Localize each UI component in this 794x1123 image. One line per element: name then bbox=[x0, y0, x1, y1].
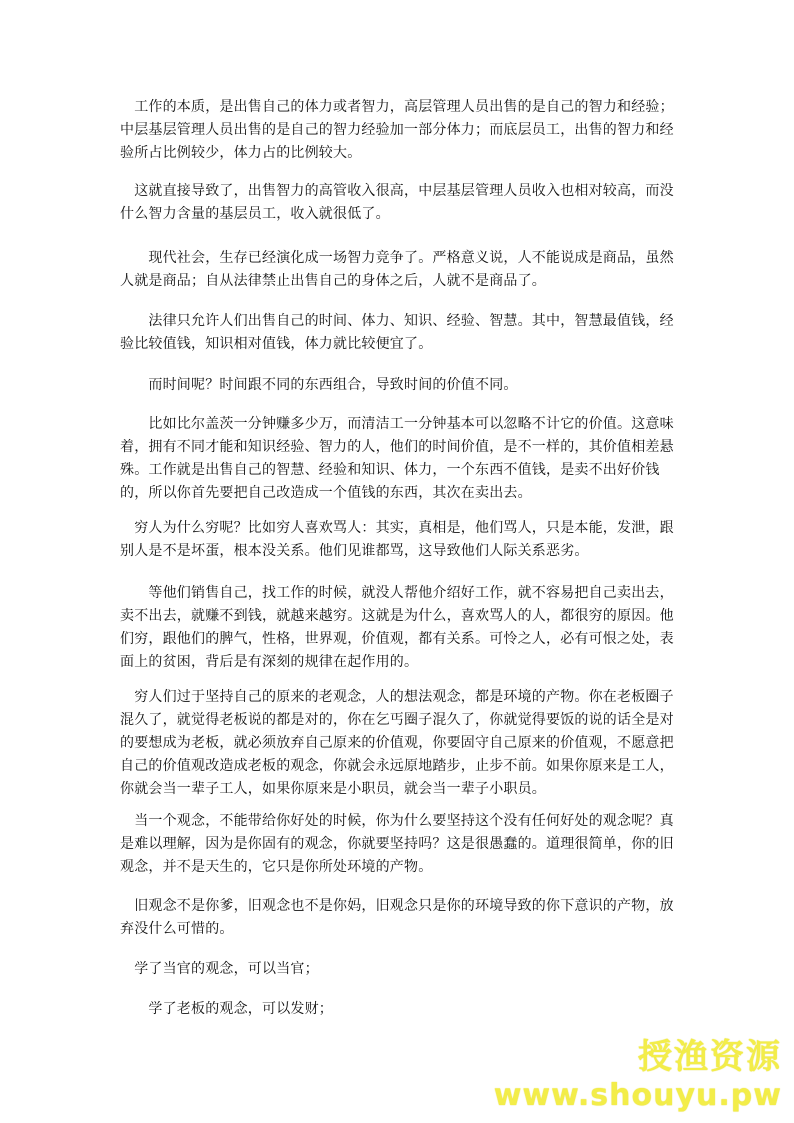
paragraph-3: 现代社会，生存已经演化成一场智力竞争了。严格意义说，人不能说成是商品，虽然人就是商品；自从法律禁止出售自己的身体之后，人就不是商品了。 bbox=[120, 250, 674, 289]
paragraph-6: 比如比尔盖茨一分钟赚多少万，而清洁工一分钟基本可以忽略不计它的价值。这意味着，拥有不同才能和知识经验、智力的人，他们的时间价值，是不一样的，其价值相差悬殊。工作就是出售自己的智慧、经验和知识、体力，一个东西不值钱，是卖不出好价钱的，所以你首先要把自己改造成一个值钱的东西，其次在卖出去。 bbox=[120, 416, 674, 501]
paragraph-7: 穷人为什么穷呢？比如穷人喜欢骂人：其实，真相是，他们骂人，只是本能，发泄，跟别人是不是坏蛋，根本没关系。他们见谁都骂，这导致他们人际关系恶劣。 bbox=[120, 520, 674, 559]
watermark-title: 授渔资源 bbox=[638, 1037, 782, 1077]
watermark bbox=[494, 1037, 782, 1115]
paragraph-5: 而时间呢？时间跟不同的东西组合，导致时间的价值不同。 bbox=[120, 377, 518, 393]
paragraph-11: 旧观念不是你爹，旧观念也不是你妈，旧观念只是你的环境导致的你下意识的产物，放弃没什么可惜的。 bbox=[120, 898, 674, 937]
watermark-url: www.shouyu.pw bbox=[493, 1078, 782, 1113]
paragraph-1: 工作的本质，是出售自己的体力或者智力，高层管理人员出售的是自己的智力和经验；中层基层管理人员出售的是自己的智力经验加一部分体力；而底层员工，出售的智力和经验所占比例较少，体力占的比例较大。 bbox=[120, 99, 674, 161]
paragraph-8: 等他们销售自己，找工作的时候，就没人帮他介绍好工作，就不容易把自己卖出去，卖不出去，就赚不到钱，就越来越穷。这就是为什么，喜欢骂人的人，都很穷的原因。他们穷，跟他们的脾气，性格，世界观，价值观，都有关系。可怜之人，必有可恨之处，表面上的贫困，背后是有深刻的规律在起作用的。 bbox=[120, 585, 674, 670]
paragraph-13: 学了老板的观念，可以发财； bbox=[120, 1001, 333, 1017]
paragraph-4: 法律只允许人们出售自己的时间、体力、知识、经验、智慧。其中，智慧最值钱，经验比较值钱，知识相对值钱，体力就比较便宜了。 bbox=[120, 313, 674, 352]
paragraph-2: 这就直接导致了，出售智力的高管收入很高，中层基层管理人员收入也相对较高，而没什么智力含量的基层员工，收入就很低了。 bbox=[120, 183, 674, 222]
paragraph-12: 学了当官的观念，可以当官； bbox=[120, 961, 319, 977]
paragraph-10: 当一个观念，不能带给你好处的时候，你为什么要坚持这个没有任何好处的观念呢？真是难以理解，因为是你固有的观念，你就要坚持吗？这是很愚蠢的。道理很简单，你的旧观念，并不是天生的，它只是你所处环境的产物。 bbox=[120, 813, 674, 875]
paragraph-9: 穷人们过于坚持自己的原来的老观念，人的想法观念，都是环境的产物。你在老板圈子混久了，就觉得老板说的都是对的，你在乞丐圈子混久了，你就觉得要饭的说的话全是对的要想成为老板，就必须放弃自己原来的价值观，你要固守自己原来的价值观，不愿意把自己的价值观改造成老板的观念，你就会永远原地踏步，止步不前。如果你原来是工人，你就会当一辈子工人，如果你原来是小职员，就会当一辈子小职员。 bbox=[120, 689, 674, 797]
